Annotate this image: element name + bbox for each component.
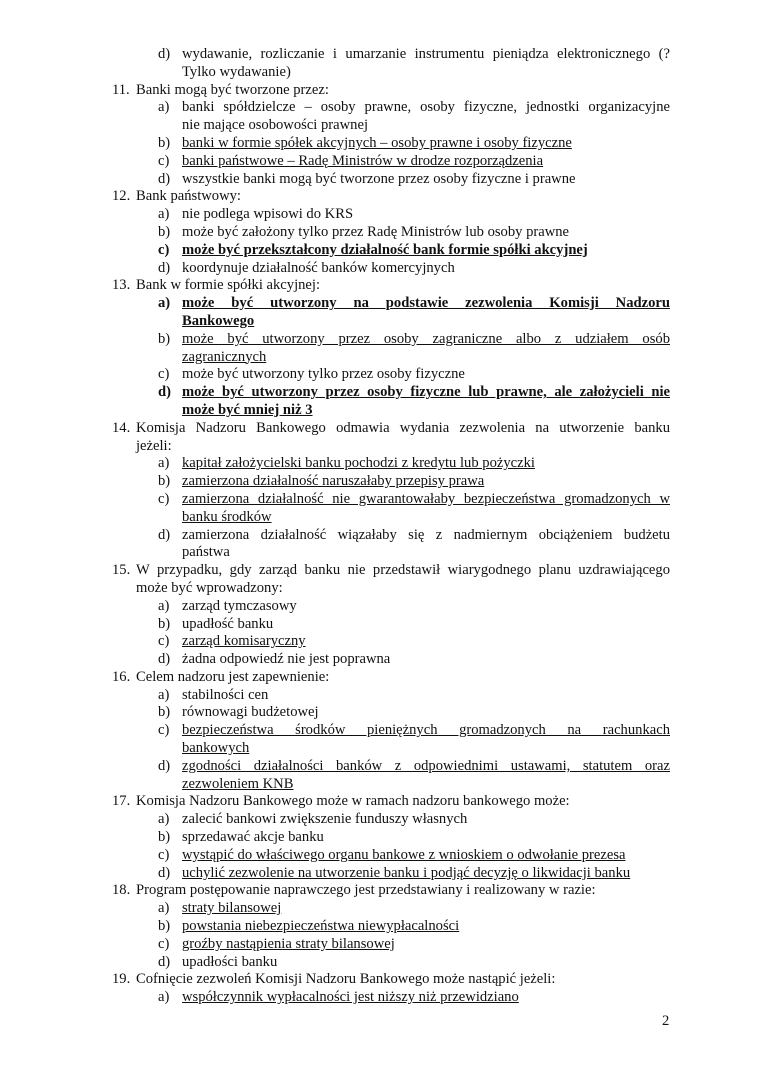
option-label: a)	[158, 686, 170, 703]
option-text: może być utworzony na podstawie zezwolenia Komisji Nadzoru	[182, 295, 670, 312]
text-line	[0, 260, 760, 278]
option-text: zarząd komisaryczny	[182, 633, 306, 650]
option-label: b)	[158, 918, 171, 935]
option-label: a)	[158, 455, 170, 472]
answer-option	[0, 99, 760, 135]
question	[0, 420, 760, 456]
text-line	[0, 793, 760, 811]
option-label: a)	[158, 597, 170, 614]
option-label: b)	[158, 330, 171, 347]
text-line	[0, 349, 760, 367]
question	[0, 82, 760, 100]
question-number: 14.	[112, 419, 131, 436]
option-text: może być założony tylko przez Radę Ministrów lub osoby prawne	[182, 223, 570, 240]
question-text: Bank państwowy:	[136, 188, 241, 205]
option-text: Tylko wydawanie)	[182, 63, 291, 80]
option-text: banki spółdzielcze – osoby prawne, osoby fizyczne, jednostki organizacyjne	[182, 99, 670, 116]
option-text: nie podlega wpisowi do KRS	[182, 206, 354, 223]
text-line	[0, 331, 760, 349]
page-number: 2	[662, 1013, 670, 1029]
text-line	[0, 402, 760, 420]
text-line	[0, 46, 760, 64]
text-line	[0, 669, 760, 687]
text-line	[0, 491, 760, 509]
answer-option	[0, 865, 760, 883]
text-line	[0, 153, 760, 171]
option-text: upadłości banku	[182, 953, 278, 970]
option-label: d)	[158, 46, 171, 62]
text-line	[0, 99, 760, 117]
question-text: Cofnięcie zezwoleń Komisji Nadzoru Bankowego może nastąpić jeżeli:	[136, 971, 556, 988]
text-line	[0, 509, 760, 527]
option-text: może być mniej niż 3	[182, 401, 313, 418]
option-text: może być utworzony tylko przez osoby fizyczne	[182, 366, 465, 383]
question	[0, 882, 760, 900]
text-line	[0, 544, 760, 562]
text-line	[0, 366, 760, 384]
text-line	[0, 64, 760, 82]
question-text: Komisja Nadzoru Bankowego odmawia wydania zezwolenia na utworzenie banku	[136, 419, 670, 436]
text-line	[0, 135, 760, 153]
option-label: a)	[158, 99, 170, 116]
option-text: zamierzona działalność naruszałaby przepisy prawa	[182, 473, 485, 490]
option-label: b)	[158, 134, 171, 151]
option-text: banku środków	[182, 508, 272, 525]
answer-option	[0, 651, 760, 669]
option-text: zamierzona działalność wiązałaby się z nadmiernym obciążeniem budżetu	[182, 526, 670, 543]
question-number: 12.	[112, 188, 131, 205]
text-line	[0, 616, 760, 634]
option-text: uchylić zezwolenie na utworzenie banku i podjąć decyzję o likwidacji banku	[182, 864, 631, 881]
text-line	[0, 651, 760, 669]
text-line	[0, 527, 760, 545]
answer-option	[0, 491, 760, 527]
text-line	[0, 936, 760, 954]
question-text: Bank w formie spółki akcyjnej:	[136, 277, 321, 294]
text-line	[0, 740, 760, 758]
answer-option	[0, 331, 760, 367]
text-line	[0, 224, 760, 242]
option-label: d)	[158, 526, 171, 543]
answer-option	[0, 260, 760, 278]
text-line	[0, 865, 760, 883]
option-label: c)	[158, 633, 170, 650]
option-label: b)	[158, 615, 171, 632]
question-text: Komisja Nadzoru Bankowego może w ramach nadzoru bankowego może:	[136, 793, 570, 810]
answer-option	[0, 633, 760, 651]
answer-option	[0, 616, 760, 634]
option-label: d)	[158, 170, 171, 187]
question-number: 16.	[112, 668, 131, 685]
answer-option	[0, 847, 760, 865]
answer-option	[0, 295, 760, 331]
question	[0, 277, 760, 295]
option-text: sprzedawać akcje banku	[182, 829, 324, 846]
question-text: jeżeli:	[136, 437, 172, 454]
text-line	[0, 295, 760, 313]
option-label: c)	[158, 846, 170, 863]
option-text: banki państwowe – Radę Ministrów w drodze rozporządzenia	[182, 152, 544, 169]
option-label: c)	[158, 366, 170, 383]
option-text: państwa	[182, 544, 230, 561]
question-text: W przypadku, gdy zarząd banku nie przedstawił wiarygodnego planu uzdrawiającego	[136, 562, 670, 579]
text-line	[0, 313, 760, 331]
question-number: 11.	[112, 81, 130, 98]
option-label: d)	[158, 864, 171, 881]
option-label: d)	[158, 757, 171, 774]
text-line	[0, 455, 760, 473]
text-line	[0, 188, 760, 206]
text-line	[0, 971, 760, 989]
text-line	[0, 704, 760, 722]
answer-option	[0, 206, 760, 224]
text-line	[0, 687, 760, 705]
text-line	[0, 473, 760, 491]
option-text: zagranicznych	[182, 348, 267, 365]
option-label: c)	[158, 490, 170, 507]
option-label: a)	[158, 811, 170, 828]
option-text: stabilności cen	[182, 686, 269, 703]
text-line	[0, 722, 760, 740]
option-label: c)	[158, 241, 170, 258]
option-label: d)	[158, 259, 171, 276]
answer-option	[0, 224, 760, 242]
option-label: a)	[158, 989, 170, 1006]
text-line	[0, 829, 760, 847]
option-label: a)	[158, 295, 171, 312]
option-text: może być utworzony przez osoby fizyczne lub prawne, ale założycieli nie	[182, 384, 670, 401]
option-label: b)	[158, 223, 171, 240]
option-label: a)	[158, 900, 170, 917]
question-number: 15.	[112, 562, 131, 579]
text-line	[0, 598, 760, 616]
option-text: wystąpić do właściwego organu bankowe z wnioskiem o odwołanie prezesa	[182, 846, 626, 863]
option-text: straty bilansowej	[182, 900, 282, 917]
question	[0, 669, 760, 687]
text-line	[0, 882, 760, 900]
answer-option	[0, 171, 760, 189]
answer-option	[0, 829, 760, 847]
text-line	[0, 384, 760, 402]
text-line	[0, 171, 760, 189]
text-line	[0, 420, 760, 438]
answer-option	[0, 900, 760, 918]
option-text: kapitał założycielski banku pochodzi z kredytu lub pożyczki	[182, 455, 535, 472]
option-text: wszystkie banki mogą być tworzone przez osoby fizyczne i prawne	[182, 170, 576, 187]
option-label: d)	[158, 651, 171, 668]
option-text: zgodności działalności banków z odpowiednimi ustawami, statutem oraz	[182, 757, 670, 774]
text-line	[0, 847, 760, 865]
answer-option	[0, 811, 760, 829]
option-text: zalecić bankowi zwiększenie funduszy własnych	[182, 811, 468, 828]
answer-option	[0, 455, 760, 473]
option-text: zarząd tymczasowy	[182, 597, 297, 614]
answer-option	[0, 366, 760, 384]
question	[0, 562, 760, 598]
answer-option	[0, 758, 760, 794]
answer-option	[0, 242, 760, 260]
answer-option	[0, 473, 760, 491]
option-text: bankowych	[182, 740, 250, 757]
option-text: wydawanie, rozliczanie i umarzanie instrumentu pieniądza elektronicznego (?	[182, 46, 670, 62]
question-text: może być wprowadzony:	[136, 579, 283, 596]
text-line	[0, 82, 760, 100]
text-line	[0, 989, 760, 1007]
question	[0, 971, 760, 989]
question-text: Program postępowanie naprawczego jest przedstawiany i realizowany w razie:	[136, 882, 596, 899]
text-line	[0, 954, 760, 972]
option-text: nie mające osobowości prawnej	[182, 117, 369, 134]
text-line	[0, 277, 760, 295]
question-list	[0, 46, 760, 1007]
option-text: może być przekształcony działalność bank formie spółki akcyjnej	[182, 241, 588, 258]
option-label: d)	[158, 384, 171, 401]
option-text: współczynnik wypłacalności jest niższy niż przewidziano	[182, 989, 519, 1006]
option-text: groźby nastąpienia straty bilansowej	[182, 935, 395, 952]
text-line	[0, 438, 760, 456]
answer-option	[0, 936, 760, 954]
option-label: b)	[158, 473, 171, 490]
answer-option	[0, 598, 760, 616]
option-text: zezwoleniem KNB	[182, 775, 294, 792]
answer-option	[0, 918, 760, 936]
text-line	[0, 117, 760, 135]
option-text: koordynuje działalność banków komercyjnych	[182, 259, 455, 276]
option-text: może być utworzony przez osoby zagraniczne albo z udziałem osób	[182, 330, 670, 347]
option-text: Bankowego	[182, 312, 255, 329]
question-number: 19.	[112, 971, 131, 988]
option-text: równowagi budżetowej	[182, 704, 319, 721]
option-text: upadłość banku	[182, 615, 274, 632]
answer-option	[0, 527, 760, 563]
option-text: zamierzona działalność nie gwarantowałaby bezpieczeństwa gromadzonych w	[182, 490, 670, 507]
text-line	[0, 580, 760, 598]
text-line	[0, 811, 760, 829]
option-label: a)	[158, 206, 170, 223]
option-text: żadna odpowiedź nie jest poprawna	[182, 651, 391, 668]
option-label: b)	[158, 829, 171, 846]
text-line	[0, 776, 760, 794]
option-label: c)	[158, 722, 170, 739]
option-text: banki w formie spółek akcyjnych – osoby prawne i osoby fizyczne	[182, 134, 572, 151]
option-text: bezpieczeństwa środków pieniężnych gromadzonych na rachunkach	[182, 722, 670, 739]
question	[0, 188, 760, 206]
answer-option	[0, 989, 760, 1007]
answer-option	[0, 687, 760, 705]
option-text: powstania niebezpieczeństwa niewypłacalności	[182, 918, 460, 935]
option-label: c)	[158, 935, 170, 952]
text-line	[0, 242, 760, 260]
question-text: Celem nadzoru jest zapewnienie:	[136, 668, 330, 685]
option-label: d)	[158, 953, 171, 970]
question	[0, 793, 760, 811]
question-number: 17.	[112, 793, 131, 810]
answer-option	[0, 384, 760, 420]
question-text: Banki mogą być tworzone przez:	[136, 81, 329, 98]
option-label: c)	[158, 152, 170, 169]
text-line	[0, 758, 760, 776]
answer-option	[0, 722, 760, 758]
answer-option	[0, 135, 760, 153]
question-number: 18.	[112, 882, 131, 899]
question-number: 13.	[112, 277, 131, 294]
answer-option	[0, 153, 760, 171]
text-line	[0, 900, 760, 918]
text-line	[0, 206, 760, 224]
answer-option	[0, 704, 760, 722]
text-line	[0, 562, 760, 580]
text-line	[0, 918, 760, 936]
text-line	[0, 633, 760, 651]
answer-option	[0, 954, 760, 972]
option-label: b)	[158, 704, 171, 721]
answer-option	[0, 46, 760, 82]
